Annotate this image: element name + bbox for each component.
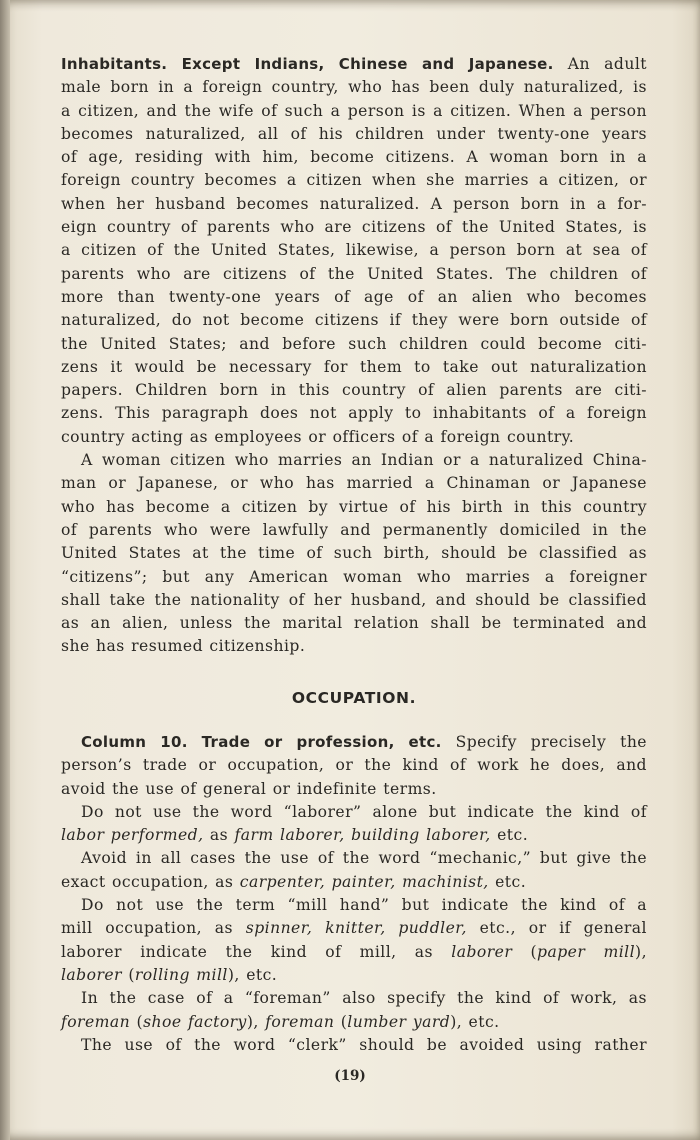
text-line: who has become a citizen by virtue of his birth in this country bbox=[61, 497, 647, 516]
text-line: zens. This paragraph does not apply to inhabitants of a foreign bbox=[61, 404, 647, 423]
text-line: “citizens”; but any American woman who marries a foreigner bbox=[61, 567, 647, 586]
text-line: labor performed, as farm laborer, building laborer, etc. bbox=[61, 826, 529, 845]
column-10-lead: Column 10. Trade or profession, etc. bbox=[81, 733, 442, 751]
text-line: mill occupation, as spinner, knitter, puddler, etc., or if general bbox=[61, 919, 647, 938]
text-line: person’s trade or occupation, or the kind of work he does, and bbox=[61, 756, 647, 775]
text-line: more than twenty-one years of age of an alien who becomes bbox=[61, 287, 647, 306]
text-line: zens it would be necessary for them to take out naturalization bbox=[61, 357, 647, 376]
text-line: a citizen of the United States, likewise, a person born at sea of bbox=[61, 241, 647, 260]
occupation-heading: OCCUPATION. bbox=[291, 689, 417, 707]
text-line: A woman citizen who marries an Indian or a naturalized China- bbox=[81, 451, 647, 470]
text-line: Do not use the term “mill hand” but indicate the kind of a bbox=[81, 896, 647, 915]
text-line: man or Japanese, or who has married a Chinaman or Japanese bbox=[61, 474, 647, 493]
occupation-section bbox=[61, 731, 647, 1057]
text-line: as an alien, unless the marital relation shall be terminated and bbox=[61, 614, 647, 633]
text-line: country acting as employees or officers of a foreign country. bbox=[61, 427, 575, 446]
text-line: laborer (rolling mill), etc. bbox=[61, 965, 278, 984]
inhabitants-lead: Inhabitants. Except Indians, Chinese and Japanese. bbox=[61, 55, 554, 73]
text-line: when her husband becomes naturalized. A person born in a for- bbox=[61, 194, 647, 213]
text-line: parents who are citizens of the United States. The children of bbox=[61, 264, 647, 283]
text-line: exact occupation, as carpenter, painter, machinist, etc. bbox=[61, 872, 527, 891]
text-line: of age, residing with him, become citizens. A woman born in a bbox=[61, 148, 647, 167]
text-line: naturalized, do not become citizens if they were born outside of bbox=[61, 311, 647, 330]
text-line: The use of the word “clerk” should be avoided using rather bbox=[81, 1035, 647, 1054]
inhabitants-section bbox=[61, 53, 647, 659]
text-line: shall take the nationality of her husband, and should be classified bbox=[61, 590, 647, 609]
text-line: avoid the use of general or indefinite terms. bbox=[61, 779, 437, 798]
text-line: of parents who were lawfully and permanently domiciled in the bbox=[61, 520, 647, 539]
text-line: In the case of a “foreman” also specify the kind of work, as bbox=[81, 989, 647, 1008]
text-line: foreman (shoe factory), foreman (lumber yard), etc. bbox=[61, 1012, 500, 1031]
text-line: foreign country becomes a citizen when she marries a citizen, or bbox=[61, 171, 647, 190]
text-line: the United States; and before such children could become citi- bbox=[61, 334, 647, 353]
text-line: eign country of parents who are citizens of the United States, is bbox=[61, 218, 647, 237]
text-line: becomes naturalized, all of his children under twenty-one years bbox=[61, 124, 647, 143]
text-line: male born in a foreign country, who has been duly naturalized, is bbox=[61, 78, 647, 97]
text-line: a citizen, and the wife of such a person is a citizen. When a person bbox=[61, 101, 647, 120]
text-line: Do not use the word “laborer” alone but indicate the kind of bbox=[81, 802, 647, 821]
text-line: laborer indicate the kind of mill, as laborer (paper mill), bbox=[61, 942, 647, 961]
text-line: United States at the time of such birth, should be classified as bbox=[61, 544, 647, 563]
text-line: papers. Children born in this country of alien parents are citi- bbox=[61, 381, 647, 400]
page-number: (19) bbox=[334, 1068, 366, 1084]
text-line: she has resumed citizenship. bbox=[61, 637, 306, 656]
text-line: Column 10. Trade or profession, etc. Specify precisely the bbox=[81, 733, 647, 751]
text-line: Inhabitants. Except Indians, Chinese and Japanese. An adult bbox=[61, 55, 647, 73]
text-line: Avoid in all cases the use of the word “mechanic,” but give the bbox=[81, 849, 647, 868]
page-spine-shadow bbox=[0, 0, 10, 1140]
